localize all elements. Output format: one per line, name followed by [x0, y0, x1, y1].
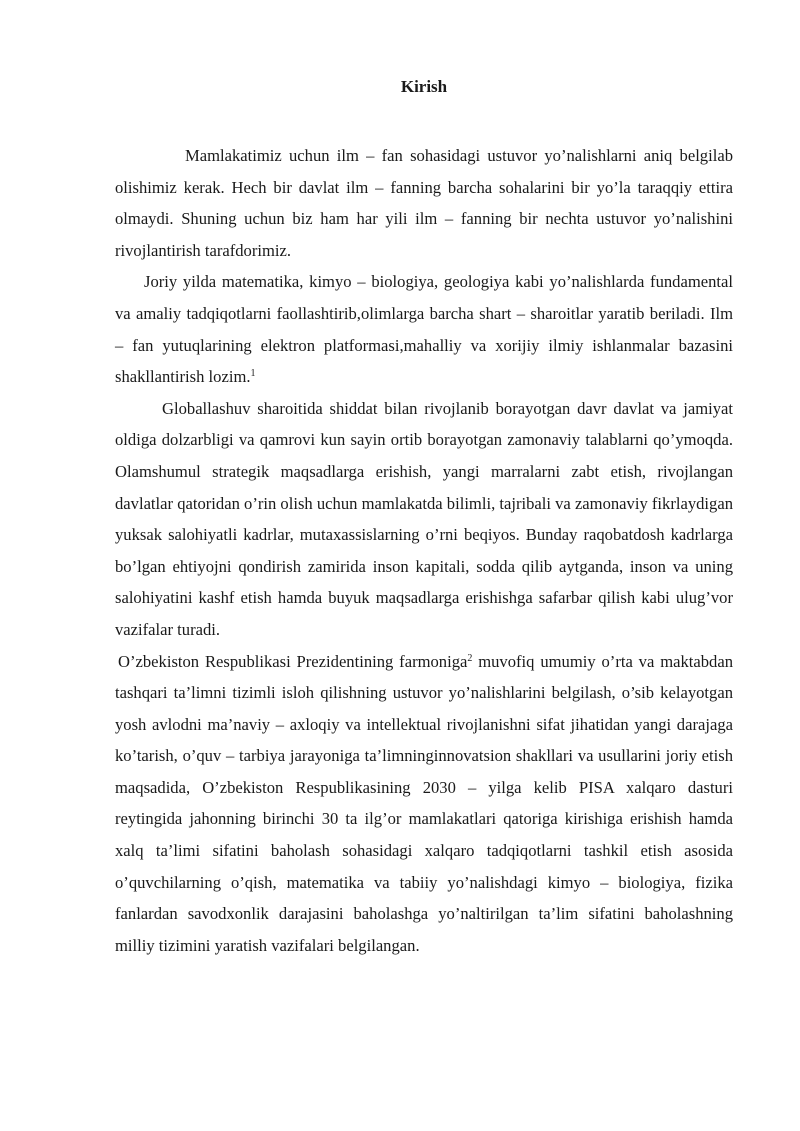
paragraph-1-text: Mamlakatimiz uchun ilm – fan sohasidagi ustuvor yo’nalishlarni aniq belgilab olishimiz kerak. Hech bir davlat ilm – fanning barcha sohalarini bir yo’la taraqqiy ettira olmaydi. Shuning uchun biz ham har yili ilm – fanning bir nechta ustuvor yo’nalishini rivojlantirish tarafdorimiz.: [115, 146, 733, 260]
paragraph-4: [115, 646, 733, 962]
paragraph-3-text: Globallashuv sharoitida shiddat bilan rivojlanib borayotgan davr davlat va jamiyat oldiga dolzarbligi va qamrovi kun sayin ortib borayotgan zamonaviy talablarni qo’ymoqda. Olamshumul strategik maqsadlarga erishish, yangi marralarni zabt etish, rivojlangan davlatlar qatoridan o’rin olish uchun mamlakatda bilimli, tajribali va zamonaviy fikrlaydigan yuksak salohiyatli kadrlar, mutaxassislarning o’rni beqiyos. Bunday raqobatdosh kadrlarga bo’lgan ehtiyojni qondirish zamirida inson kapitali, sodda qilib aytganda, inson va uning salohiyatini kashf etish hamda buyuk maqsadlarga erishishga safarbar qilish kabi ulug’vor vazifalar turadi.: [115, 398, 733, 639]
paragraph-3: [115, 393, 733, 646]
paragraph-1: [115, 140, 733, 266]
footnote-marker-2[interactable]: 2: [467, 652, 473, 664]
footnote-marker-1[interactable]: 1: [250, 368, 256, 380]
paragraph-4-text-after: muvofiq umumiy o’rta va maktabdan tashqari ta’limni tizimli isloh qilishning ustuvor yo’nalishlarini belgilash, o’sib kelayotgan yosh avlodni ma’naviy – axloqiy va intellektual rivojlanishni sifat jihatidan yangi darajaga ko’tarish, o’quv – tarbiya jarayoniga ta’limninginnovatsion shakllari va usullarini joriy etish maqsadida, O’zbekiston Respublikasining 2030 – yilga kelib PISA xalqaro dasturi reytingida jahonning birinchi 30 ta ilg’or mamlakatlari qatoriga kirishiga erishish hamda xalq ta’limi sifatini baholash sohasidagi xalqaro tadqiqotlarni tashkil etish asosida o’quvchilarning o’qish, matematika va tabiiy yo’nalishdagi kimyo – biologiya, fizika fanlardan savodxonlik darajasini baholashga yo’naltirilgan ta’lim sifatini baholashning milliy tizimini yaratish vazifalari belgilangan.: [115, 651, 733, 955]
paragraph-2-text: Joriy yilda matematika, kimyo – biologiya, geologiya kabi yo’nalishlarda fundamental va amaliy tadqiqotlarni faollashtirib,olimlarga barcha shart – sharoitlar yaratib beriladi. Ilm – fan yutuqlarining elektron platformasi,mahalliy va xorijiy ilmiy ishlanmalar bazasini shakllantirish lozim.: [115, 272, 733, 387]
paragraph-4-text-before: O’zbekiston Respublikasi Prezidentining farmoniga: [118, 651, 468, 671]
page-title: Kirish: [400, 77, 448, 96]
paragraph-2: [115, 266, 733, 392]
document-body: [115, 140, 733, 961]
